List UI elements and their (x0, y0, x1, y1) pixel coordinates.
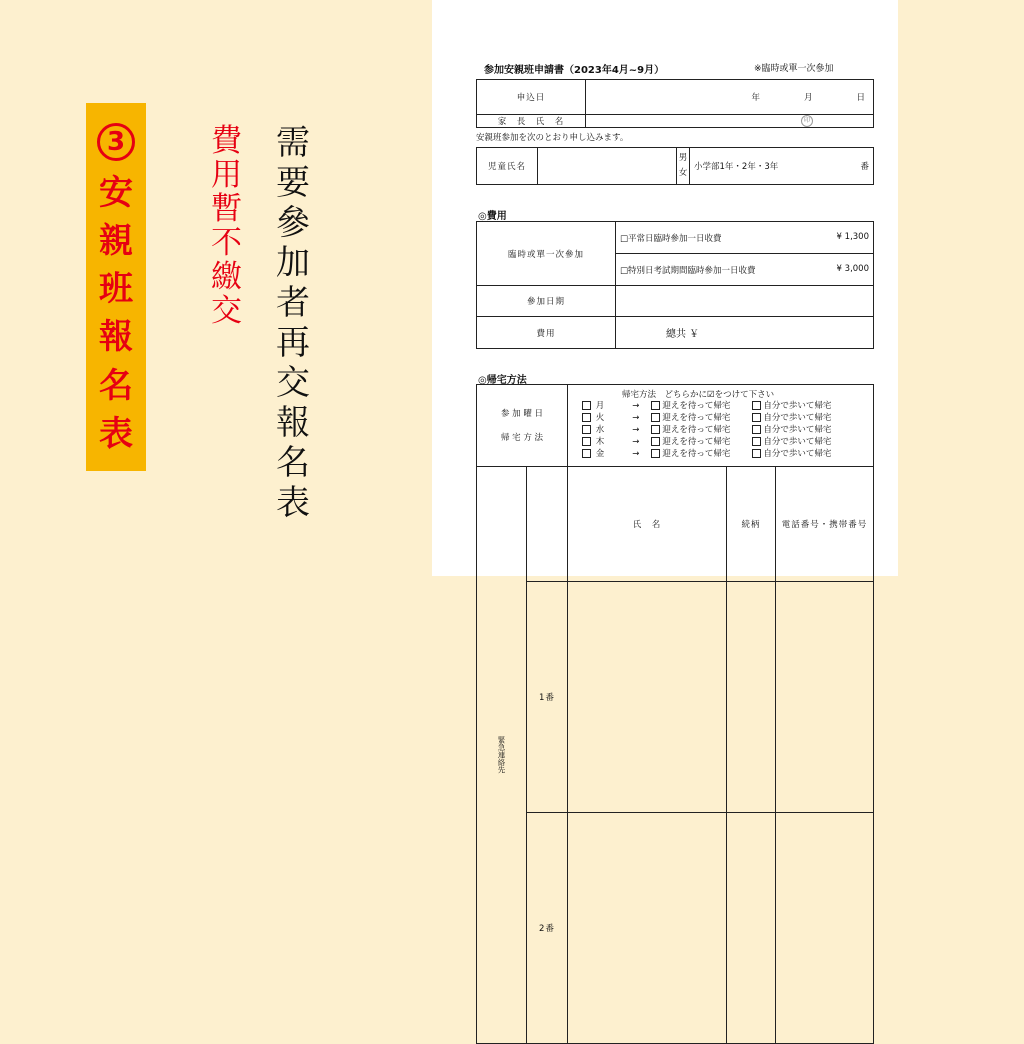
walk-option[interactable]: 自分で歩いて帰宅 (752, 400, 831, 412)
fee-price1: ¥ 1,300 (837, 232, 869, 244)
fee-option2-text: □特別日考試期間臨時參加一日收費 (620, 264, 756, 276)
child-name-field[interactable] (538, 148, 677, 185)
total-field[interactable]: 總共 ￥ (616, 317, 874, 349)
day-option[interactable]: 水 (582, 424, 604, 436)
apply-date-field[interactable] (586, 80, 874, 115)
home-section-title: ◎帰宅方法 (478, 371, 527, 386)
row2-label (527, 813, 568, 1044)
intro-text: 安親班参加を次のとおり申し込みます。 (476, 131, 628, 143)
arrow-icon: → (632, 412, 639, 424)
child-label: 児童氏名 (477, 148, 538, 185)
title-banner (86, 103, 146, 471)
note-char: 參 (276, 206, 310, 240)
walk-option[interactable]: 自分で歩いて帰宅 (752, 448, 831, 460)
note-char: 名 (276, 446, 310, 480)
apply-date-label: 申込日 (477, 80, 586, 115)
fee-note (211, 126, 242, 327)
wait-option[interactable]: 迎えを待って帰宅 (651, 424, 730, 436)
fee-option-regular[interactable] (616, 222, 874, 254)
seal-icon: 印 (801, 115, 813, 127)
month-label: 月 (804, 91, 813, 103)
contact2-name[interactable] (568, 813, 727, 1044)
home-table (476, 384, 874, 1044)
date-label: 參加日期 (477, 286, 616, 317)
row1-label: 1番 (527, 582, 568, 813)
day-option[interactable]: 火 (582, 412, 604, 424)
day-option[interactable]: 木 (582, 436, 604, 448)
day-option[interactable]: 金 (582, 448, 604, 460)
note-char: 費 (211, 126, 242, 157)
note-char: 加 (276, 246, 310, 280)
day-label: 参 加 曜 日 (481, 402, 563, 426)
note-char: 再 (276, 326, 310, 360)
day-label: 日 (856, 91, 865, 103)
title-char: 班 (99, 272, 133, 306)
fee-section-title: ◎費用 (478, 207, 507, 222)
wait-option[interactable]: 迎えを待って帰宅 (651, 436, 730, 448)
title-char: 名 (99, 369, 133, 403)
contact1-relation[interactable] (727, 582, 776, 813)
title-char: 親 (99, 224, 133, 258)
walk-option[interactable]: 自分で歩いて帰宅 (752, 424, 831, 436)
arrow-icon: → (632, 400, 639, 412)
emergency-label: 緊急連絡先 (477, 467, 527, 1044)
form-side-note: ※臨時或單一次參加 (754, 61, 834, 74)
wait-option[interactable]: 迎えを待って帰宅 (651, 412, 730, 424)
home-options (568, 385, 874, 467)
child-table (476, 147, 874, 185)
note-char: 交 (276, 366, 310, 400)
submit-note (276, 126, 310, 520)
arrow-icon: → (632, 436, 639, 448)
contact1-name[interactable] (568, 582, 727, 813)
grade-field[interactable] (690, 148, 874, 185)
cost-label: 費用 (477, 317, 616, 349)
title-char: 表 (99, 417, 133, 451)
note-char: 者 (276, 286, 310, 320)
contact1-phone[interactable] (776, 582, 874, 813)
note-char: 用 (211, 160, 242, 191)
note-char: 不 (211, 228, 242, 259)
note-char: 報 (276, 406, 310, 440)
contact2-relation[interactable] (727, 813, 776, 1044)
circled-number: 3 (97, 123, 135, 161)
fee-price2: ¥ 3,000 (837, 264, 869, 276)
arrow-icon: → (632, 448, 639, 460)
date-field[interactable] (616, 286, 874, 317)
method-label: 帰 宅 方 法 (481, 426, 563, 450)
walk-option[interactable]: 自分で歩いて帰宅 (752, 412, 831, 424)
title-char: 安 (99, 176, 133, 210)
parent-name-field[interactable] (586, 115, 874, 128)
wait-option[interactable]: 迎えを待って帰宅 (651, 400, 730, 412)
note-char: 交 (211, 296, 242, 327)
col-phone: 電話番号・携帯番号 (776, 467, 874, 582)
arrow-icon: → (632, 424, 639, 436)
col-name: 氏 名 (568, 467, 727, 582)
fee-option-special[interactable] (616, 254, 874, 286)
parent-table (476, 79, 874, 128)
fee-row-label: 臨時或單一次參加 (477, 222, 616, 286)
fee-table (476, 221, 874, 349)
note-char: 暫 (211, 194, 242, 225)
application-form (432, 0, 898, 576)
form-heading: 参加安親班申請書（2023年4月~9月） (484, 61, 664, 76)
parent-label: 家 長 氏 名 (477, 115, 586, 128)
wait-option[interactable]: 迎えを待って帰宅 (651, 448, 730, 460)
title-char: 報 (99, 320, 133, 354)
number-suffix: 番 (860, 160, 869, 172)
walk-option[interactable]: 自分で歩いて帰宅 (752, 436, 831, 448)
grade-text: 小学部1年・2年・3年 (694, 160, 778, 172)
fee-option1-text: □平常日臨時參加一日收費 (620, 232, 722, 244)
day-method-labels (477, 385, 568, 467)
day-option[interactable]: 月 (582, 400, 604, 412)
gender-options[interactable]: 男 女 (677, 148, 690, 185)
note-char: 需 (276, 126, 310, 160)
year-label: 年 (751, 91, 760, 103)
col-relation: 続柄 (727, 467, 776, 582)
note-char: 要 (276, 166, 310, 200)
home-instruction: 帰宅方法 どちらかに☑をつけて下さい (572, 388, 869, 400)
note-char: 繳 (211, 262, 242, 293)
contact2-phone[interactable] (776, 813, 874, 1044)
note-char: 表 (276, 486, 310, 520)
